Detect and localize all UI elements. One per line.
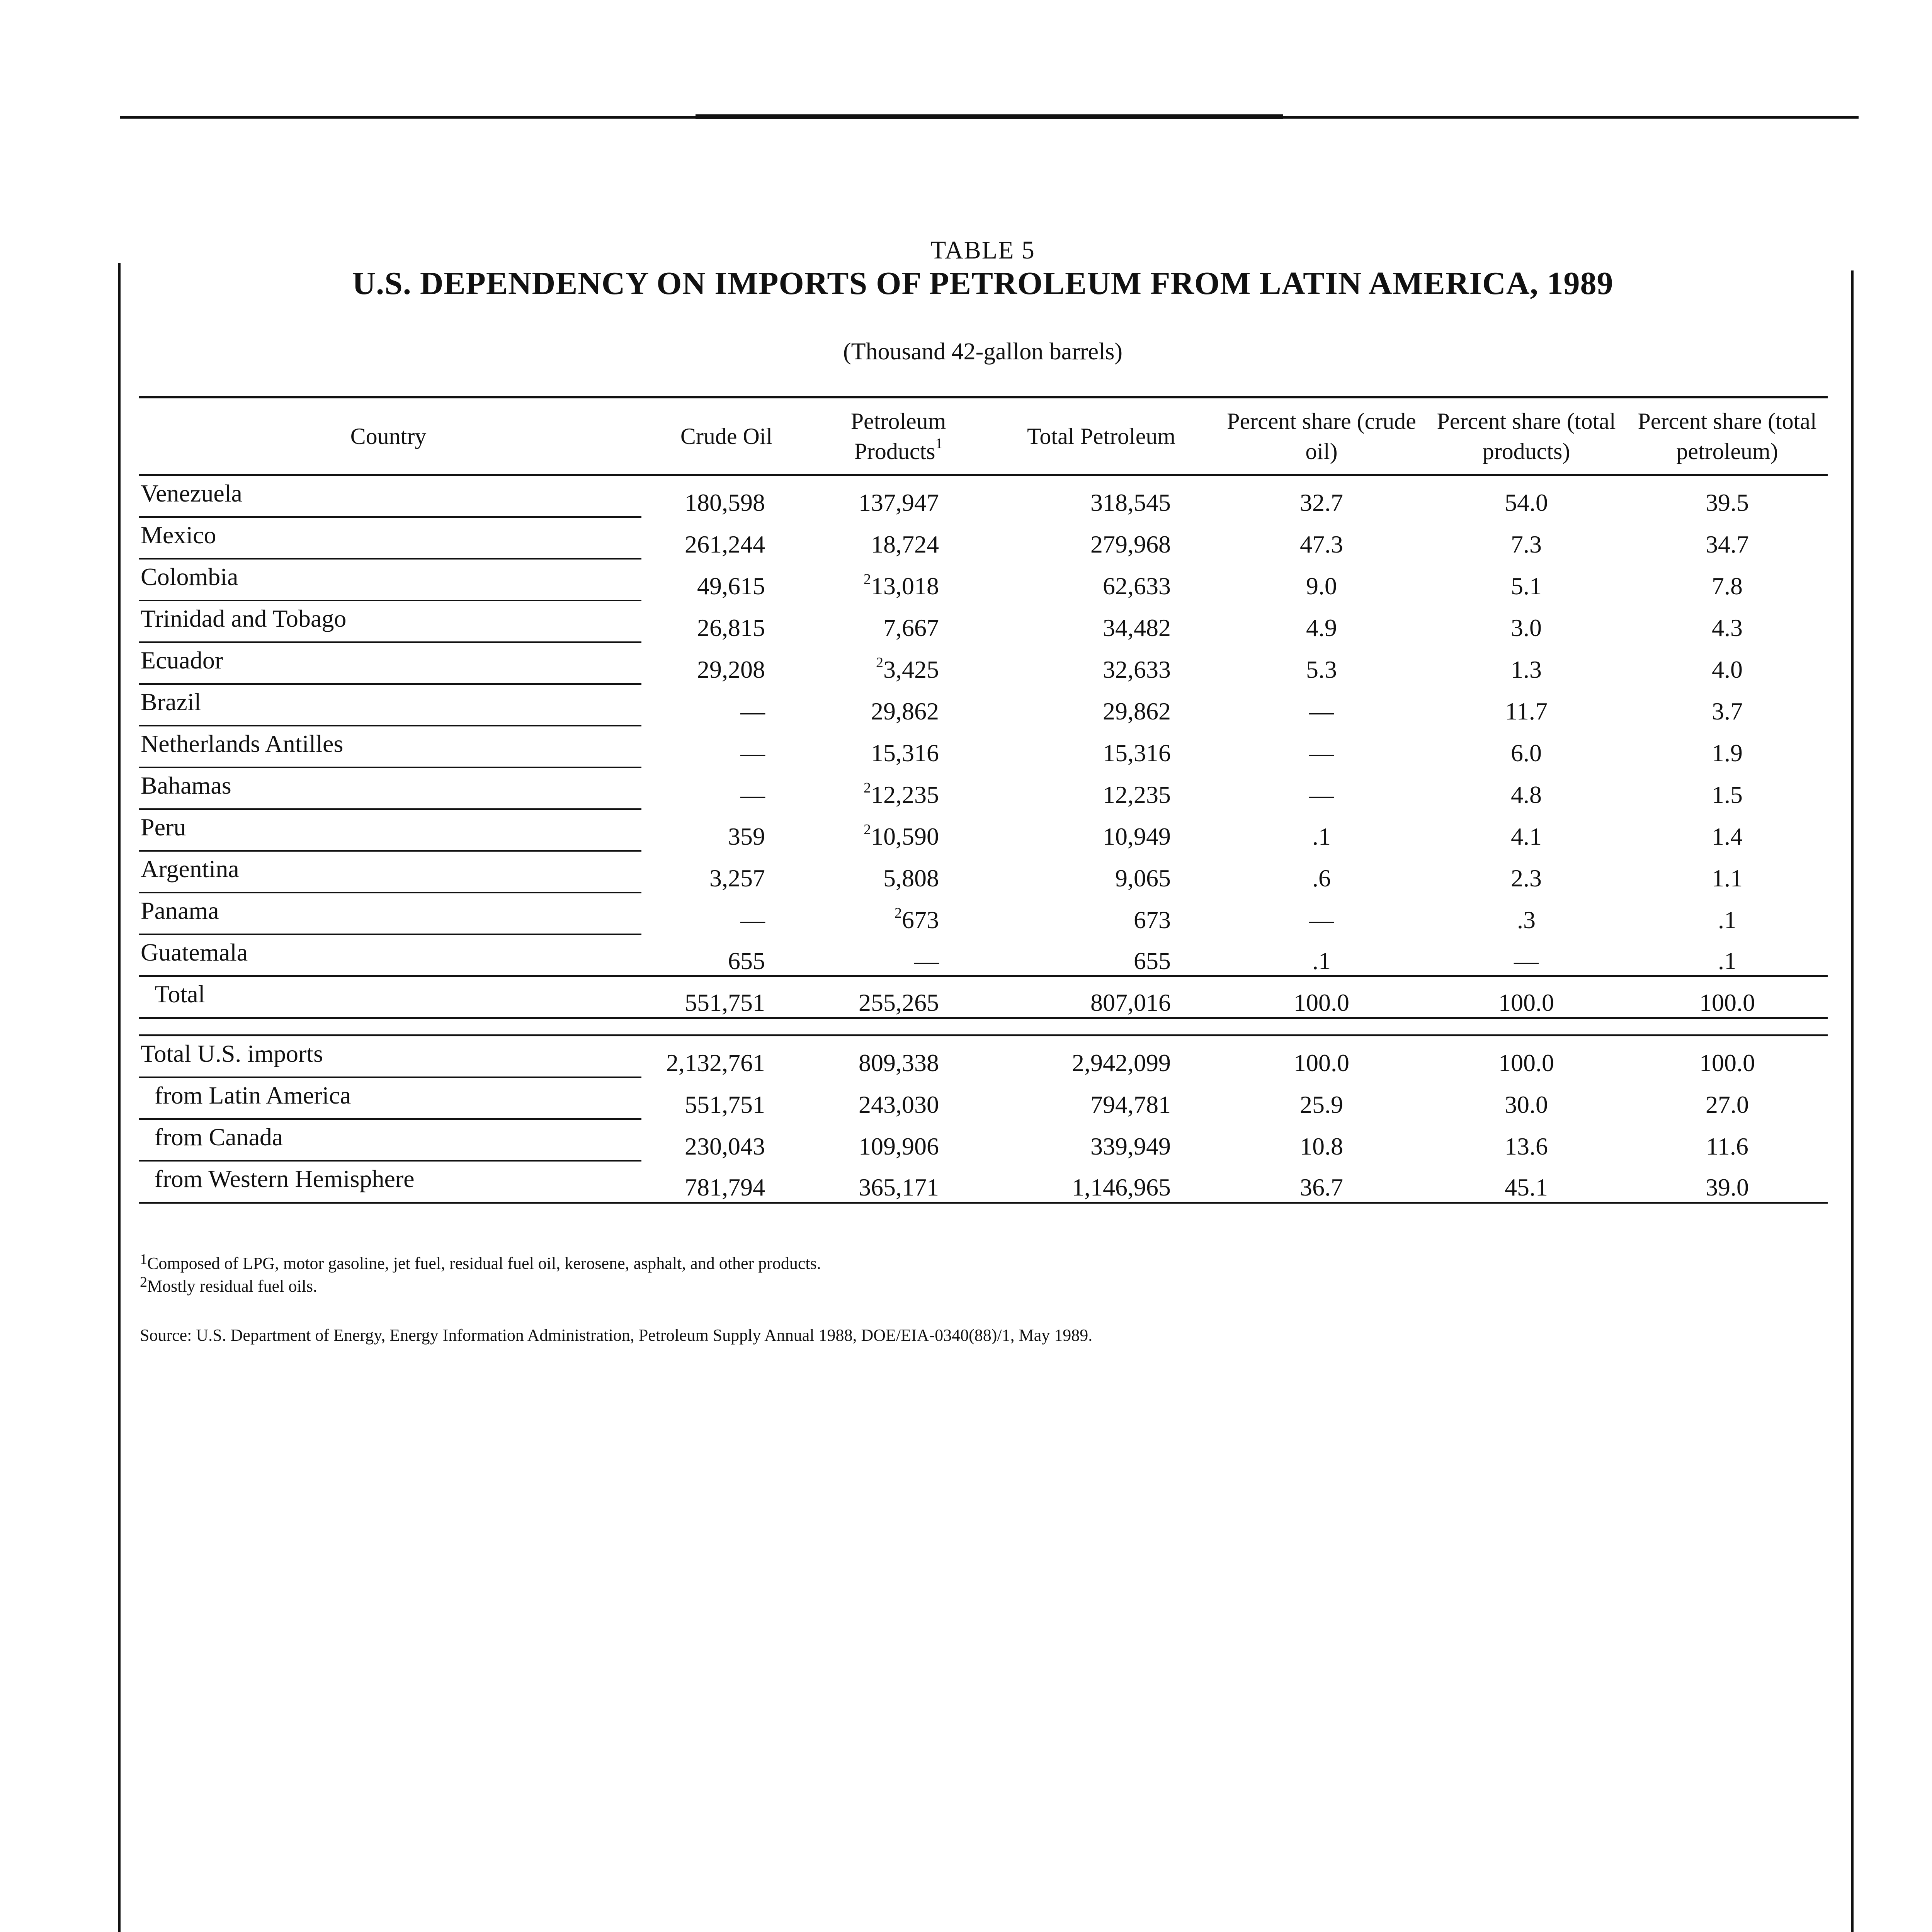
country-rows — [139, 475, 1828, 976]
total-petroleum-value: 12,235 — [1103, 781, 1171, 808]
petroleum-products-value — [811, 642, 985, 684]
total-row — [139, 976, 1828, 1018]
percent-total-value: 100.0 — [1627, 1036, 1828, 1078]
total-pct-crude: 100.0 — [1217, 976, 1426, 1018]
percent-crude-value: 32.7 — [1300, 489, 1343, 516]
country-name: Argentina — [139, 851, 641, 893]
petroleum-products-number: 5,808 — [883, 864, 939, 892]
percent-crude-value: — — [1309, 781, 1334, 808]
footnote-2 — [140, 1275, 821, 1298]
table-row — [139, 934, 1828, 976]
percent-total-value: 4.0 — [1712, 656, 1743, 683]
percent-crude-value: 5.3 — [1306, 656, 1337, 683]
percent-products-value: 4.8 — [1511, 781, 1542, 808]
petroleum-products-value — [811, 600, 985, 642]
country-name: Trinidad and Tobago — [139, 600, 641, 642]
header-total-petroleum: Total Petroleum — [985, 397, 1217, 475]
percent-total-value: .1 — [1718, 906, 1736, 934]
percent-crude-value: 100.0 — [1217, 1036, 1426, 1078]
petroleum-products-value — [811, 559, 985, 600]
crude-oil-value: 781,794 — [641, 1161, 811, 1203]
table-row — [139, 767, 1828, 809]
percent-total-value: 3.7 — [1712, 697, 1743, 725]
footnote-ref-2: 2 — [864, 821, 871, 838]
percent-total-value: 27.0 — [1706, 1091, 1749, 1118]
percent-products-value: 11.7 — [1505, 697, 1548, 725]
percent-crude-value: — — [1309, 739, 1334, 767]
crude-oil-value: 180,598 — [685, 489, 765, 516]
country-name: Colombia — [139, 559, 641, 600]
percent-crude-value: 25.9 — [1300, 1091, 1343, 1118]
import-rows — [139, 1036, 1828, 1203]
petroleum-products-number: 15,316 — [871, 739, 939, 767]
country-name: Ecuador — [139, 642, 641, 684]
table-row — [139, 684, 1828, 726]
total-petroleum-value: 2,942,099 — [985, 1036, 1217, 1078]
country-name: Bahamas — [139, 767, 641, 809]
petroleum-products-value — [811, 475, 985, 517]
top-rule-accent — [696, 114, 1283, 119]
total-section — [139, 976, 1828, 1036]
percent-products-value: 45.1 — [1426, 1161, 1627, 1203]
header-petroleum-products-label: Petroleum Products — [850, 408, 946, 464]
header-crude-oil: Crude Oil — [641, 397, 811, 475]
petroleum-products-value: 365,171 — [811, 1161, 985, 1203]
total-products: 255,265 — [811, 976, 985, 1018]
header-percent-products: Percent share (total products) — [1426, 397, 1627, 475]
footnote-1 — [140, 1252, 821, 1275]
percent-products-value: 7.3 — [1511, 531, 1542, 558]
percent-products-value: 1.3 — [1511, 656, 1542, 683]
crude-oil-value: 26,815 — [697, 614, 765, 641]
petroleum-products-number: 12,235 — [871, 781, 939, 808]
footnote-1-text: Composed of LPG, motor gasoline, jet fuel, residual fuel oil, kerosene, asphalt, and other products. — [147, 1254, 821, 1273]
percent-crude-value: .1 — [1312, 823, 1331, 850]
percent-crude-value: 10.8 — [1300, 1133, 1343, 1160]
total-petroleum-value: 673 — [1134, 906, 1171, 934]
total-petroleum-value: 279,968 — [1090, 531, 1171, 558]
footnote-ref-2: 2 — [895, 905, 902, 921]
table-row — [139, 559, 1828, 600]
table-row — [139, 1036, 1828, 1078]
petroleum-products-number: 7,667 — [883, 614, 939, 641]
percent-total-value: 1.5 — [1712, 781, 1743, 808]
total-petroleum-value: 794,781 — [1090, 1091, 1171, 1118]
table-row — [139, 726, 1828, 767]
petroleum-products-number: — — [914, 947, 939, 975]
country-name: Brazil — [139, 684, 641, 726]
petroleum-products-value — [811, 684, 985, 726]
percent-products-value: 6.0 — [1511, 739, 1542, 767]
percent-total-value: 39.0 — [1627, 1161, 1828, 1203]
percent-total-value: 34.7 — [1706, 531, 1749, 558]
percent-crude-value: 9.0 — [1306, 572, 1337, 600]
total-crude: 551,751 — [641, 976, 811, 1018]
footnote-ref-2: 2 — [876, 655, 883, 671]
percent-crude-value: — — [1309, 906, 1334, 934]
table-row — [139, 893, 1828, 934]
left-frame-line — [118, 263, 121, 1932]
header-petroleum-products — [811, 397, 985, 475]
right-frame-line — [1851, 270, 1854, 1932]
crude-oil-value: — — [740, 739, 765, 767]
percent-crude-value: — — [1309, 697, 1334, 725]
import-category-name: from Canada — [139, 1119, 641, 1161]
total-petroleum-value: 29,862 — [1103, 697, 1171, 725]
petroleum-products-number: 137,947 — [859, 489, 939, 516]
import-category-name: from Latin America — [139, 1077, 641, 1119]
percent-total-value: 1.4 — [1712, 823, 1743, 850]
petroleum-products-value — [811, 851, 985, 893]
header-percent-total: Percent share (total petroleum) — [1627, 397, 1828, 475]
country-name: Guatemala — [139, 934, 641, 976]
total-petroleum-value: 62,633 — [1103, 572, 1171, 600]
footnotes — [140, 1252, 821, 1298]
table-label: TABLE 5 — [930, 236, 1035, 264]
percent-products-value: 5.1 — [1511, 572, 1542, 600]
header-percent-crude: Percent share (crude oil) — [1217, 397, 1426, 475]
crude-oil-value: 655 — [728, 947, 765, 975]
crude-oil-value: 230,043 — [685, 1133, 765, 1160]
crude-oil-value: 3,257 — [709, 864, 765, 892]
percent-products-value: 4.1 — [1511, 823, 1542, 850]
percent-products-value: 13.6 — [1505, 1133, 1548, 1160]
petroleum-products-number: 13,018 — [871, 572, 939, 600]
crude-oil-value: 261,244 — [685, 531, 765, 558]
percent-total-value: .1 — [1718, 947, 1736, 975]
petroleum-products-value — [811, 934, 985, 976]
header-country: Country — [139, 397, 641, 475]
petroleum-products-value — [811, 809, 985, 851]
footnote-2-mark: 2 — [140, 1274, 147, 1291]
footnote-ref-2: 2 — [864, 780, 871, 796]
percent-products-value: — — [1514, 947, 1539, 975]
percent-total-value: 11.6 — [1706, 1133, 1748, 1160]
petroleum-products-value: 109,906 — [859, 1133, 939, 1160]
table-row — [139, 475, 1828, 517]
total-petroleum-value: 9,065 — [1115, 864, 1171, 892]
petroleum-products-value: 809,338 — [811, 1036, 985, 1078]
table-row — [139, 1119, 1828, 1161]
table-row — [139, 809, 1828, 851]
country-name: Peru — [139, 809, 641, 851]
petroleum-products-value — [811, 767, 985, 809]
petroleum-products-number: 18,724 — [871, 531, 939, 558]
crude-oil-value: 2,132,761 — [641, 1036, 811, 1078]
percent-products-value: 3.0 — [1511, 614, 1542, 641]
percent-products-value: 54.0 — [1505, 489, 1548, 516]
total-petroleum-value: 34,482 — [1103, 614, 1171, 641]
percent-products-value: 100.0 — [1426, 1036, 1627, 1078]
total-petroleum-value: 339,949 — [1090, 1133, 1171, 1160]
total-petroleum: 807,016 — [985, 976, 1217, 1018]
table-row — [139, 851, 1828, 893]
total-pct-products: 100.0 — [1426, 976, 1627, 1018]
petroleum-imports-table — [139, 396, 1828, 1204]
petroleum-products-number: 3,425 — [883, 656, 939, 683]
petroleum-products-number: 673 — [902, 906, 939, 934]
total-petroleum-value: 10,949 — [1103, 823, 1171, 850]
petroleum-products-value — [811, 893, 985, 934]
percent-products-value: .3 — [1517, 906, 1536, 934]
total-petroleum-value: 318,545 — [1090, 489, 1171, 516]
footnote-1-mark: 1 — [140, 1251, 147, 1267]
import-category-name: from Western Hemisphere — [139, 1161, 641, 1203]
percent-products-value: 2.3 — [1511, 864, 1542, 892]
percent-products-value: 30.0 — [1505, 1091, 1548, 1118]
total-petroleum-value: 1,146,965 — [985, 1161, 1217, 1203]
table-row — [139, 642, 1828, 684]
total-petroleum-value: 15,316 — [1103, 739, 1171, 767]
crude-oil-value: — — [740, 697, 765, 725]
section-divider — [139, 1018, 1828, 1036]
percent-crude-value: 36.7 — [1217, 1161, 1426, 1203]
country-name: Venezuela — [139, 475, 641, 517]
country-name: Mexico — [139, 517, 641, 559]
percent-crude-value: .6 — [1312, 864, 1331, 892]
source-note: Source: U.S. Department of Energy, Energy Information Administration, Petroleum Supply Annual 1988, DOE/EIA-0340(88)/1, May 1989. — [140, 1326, 1093, 1345]
crude-oil-value: 49,615 — [697, 572, 765, 600]
table-row — [139, 1161, 1828, 1203]
table-header-row — [139, 397, 1828, 475]
crude-oil-value: 551,751 — [685, 1091, 765, 1118]
percent-total-value: 4.3 — [1712, 614, 1743, 641]
table-row — [139, 600, 1828, 642]
percent-crude-value: 47.3 — [1300, 531, 1343, 558]
percent-total-value: 1.9 — [1712, 739, 1743, 767]
petroleum-products-number: 10,590 — [871, 823, 939, 850]
total-petroleum-value: 655 — [1134, 947, 1171, 975]
percent-total-value: 39.5 — [1706, 489, 1749, 516]
total-label: Total — [139, 976, 641, 1018]
table-title: U.S. DEPENDENCY ON IMPORTS OF PETROLEUM FROM LATIN AMERICA, 1989 — [352, 265, 1614, 301]
crude-oil-value: 29,208 — [697, 656, 765, 683]
petroleum-products-number: 29,862 — [871, 697, 939, 725]
table-subtitle: (Thousand 42-gallon barrels) — [843, 338, 1123, 365]
crude-oil-value: — — [740, 906, 765, 934]
percent-crude-value: .1 — [1312, 947, 1331, 975]
petroleum-products-value: 243,030 — [859, 1091, 939, 1118]
crude-oil-value: — — [740, 781, 765, 808]
percent-crude-value: 4.9 — [1306, 614, 1337, 641]
footnote-2-text: Mostly residual fuel oils. — [147, 1277, 317, 1296]
country-name: Panama — [139, 893, 641, 934]
percent-total-value: 1.1 — [1712, 864, 1743, 892]
footnote-ref-2: 2 — [864, 571, 871, 587]
crude-oil-value: 359 — [728, 823, 765, 850]
total-pct-total: 100.0 — [1627, 976, 1828, 1018]
footnote-ref-1: 1 — [935, 435, 943, 452]
petroleum-products-value — [811, 726, 985, 767]
percent-total-value: 7.8 — [1712, 572, 1743, 600]
country-name: Netherlands Antilles — [139, 726, 641, 767]
table-row — [139, 517, 1828, 559]
table-row — [139, 1077, 1828, 1119]
import-category-name: Total U.S. imports — [139, 1036, 641, 1078]
total-petroleum-value: 32,633 — [1103, 656, 1171, 683]
petroleum-products-value — [811, 517, 985, 559]
